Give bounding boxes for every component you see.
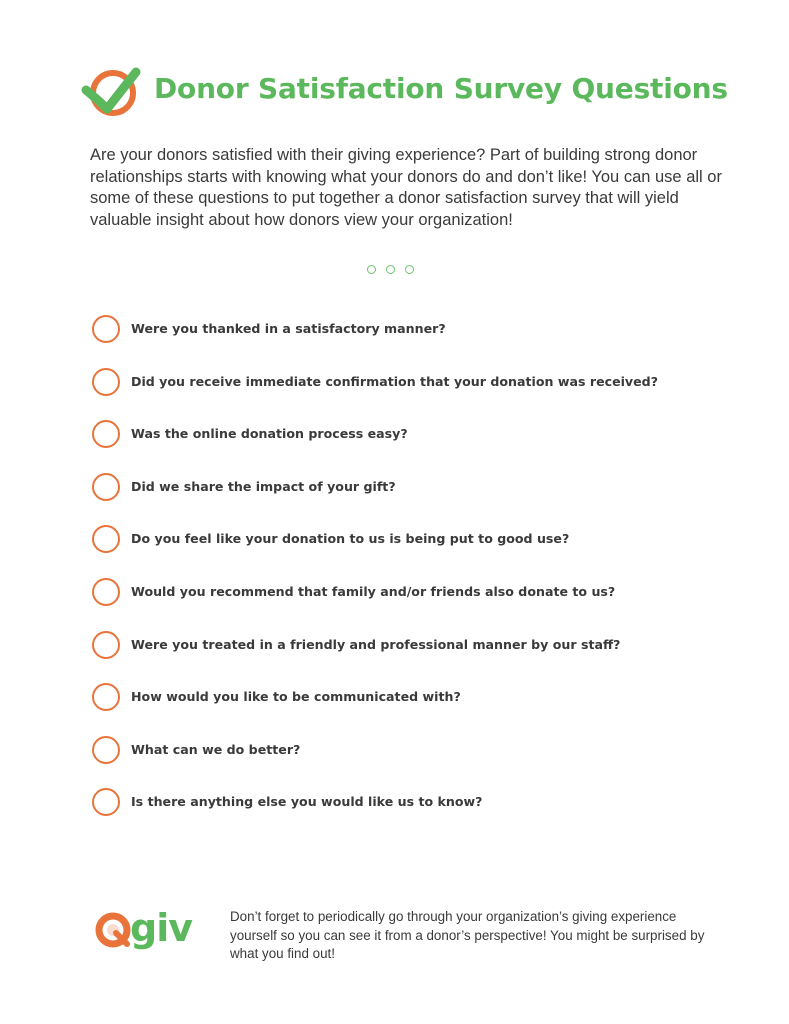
question-item <box>92 419 732 472</box>
page-header <box>80 62 760 122</box>
question-radio[interactable] <box>92 578 120 606</box>
question-radio[interactable] <box>92 368 120 396</box>
question-radio[interactable] <box>92 788 120 816</box>
dot-icon <box>367 265 376 274</box>
page-title: Donor Satisfaction Survey Questions <box>154 72 728 105</box>
question-text: Was the online donation process easy? <box>131 426 408 442</box>
question-item <box>92 630 732 683</box>
question-item <box>92 682 732 735</box>
check-icon <box>80 62 142 122</box>
question-text: Did you receive immediate confirmation that your donation was received? <box>131 373 659 389</box>
question-text: Is there anything else you would like us to know? <box>131 794 483 810</box>
footer-note: Don’t forget to periodically go through your organization’s giving experience yourself so you can see it from a donor’s perspective! You might be surprised by what you find out! <box>230 909 705 961</box>
question-list <box>92 314 732 840</box>
question-item <box>92 577 732 630</box>
question-item <box>92 787 732 840</box>
question-radio[interactable] <box>92 315 120 343</box>
question-radio[interactable] <box>92 631 120 659</box>
dot-icon <box>405 265 414 274</box>
question-radio[interactable] <box>92 473 120 501</box>
question-text: Did we share the impact of your gift? <box>131 478 396 494</box>
question-item <box>92 524 732 577</box>
question-text: Were you thanked in a satisfactory manner? <box>131 321 446 336</box>
qgiv-logo <box>92 905 202 965</box>
question-radio[interactable] <box>92 683 120 711</box>
question-text: Do you feel like your donation to us is being put to good use? <box>131 531 570 547</box>
page-footer <box>92 905 712 975</box>
question-radio[interactable] <box>92 525 120 553</box>
question-text: Would you recommend that family and/or friends also donate to us? <box>131 583 616 599</box>
dots-divider <box>367 265 427 279</box>
question-radio[interactable] <box>92 420 120 448</box>
question-item <box>92 472 732 525</box>
dot-icon <box>386 265 395 274</box>
qgiv-q-icon <box>94 911 132 949</box>
question-text: What can we do better? <box>131 741 301 757</box>
question-text: How would you like to be communicated with? <box>131 689 461 705</box>
question-text: Were you treated in a friendly and professional manner by our staff? <box>131 636 621 652</box>
intro-paragraph: Are your donors satisfied with their giving experience? Part of building strong donor relationships starts with knowing what your donors do and don’t like! You can use all or some of these questions to put together a donor satisfaction survey that will yield valuable insight about how donors view your organization! <box>90 146 722 229</box>
question-radio[interactable] <box>92 736 120 764</box>
logo-wordmark: giv <box>130 906 192 950</box>
question-item <box>92 735 732 788</box>
question-item <box>92 314 732 367</box>
question-item <box>92 367 732 420</box>
